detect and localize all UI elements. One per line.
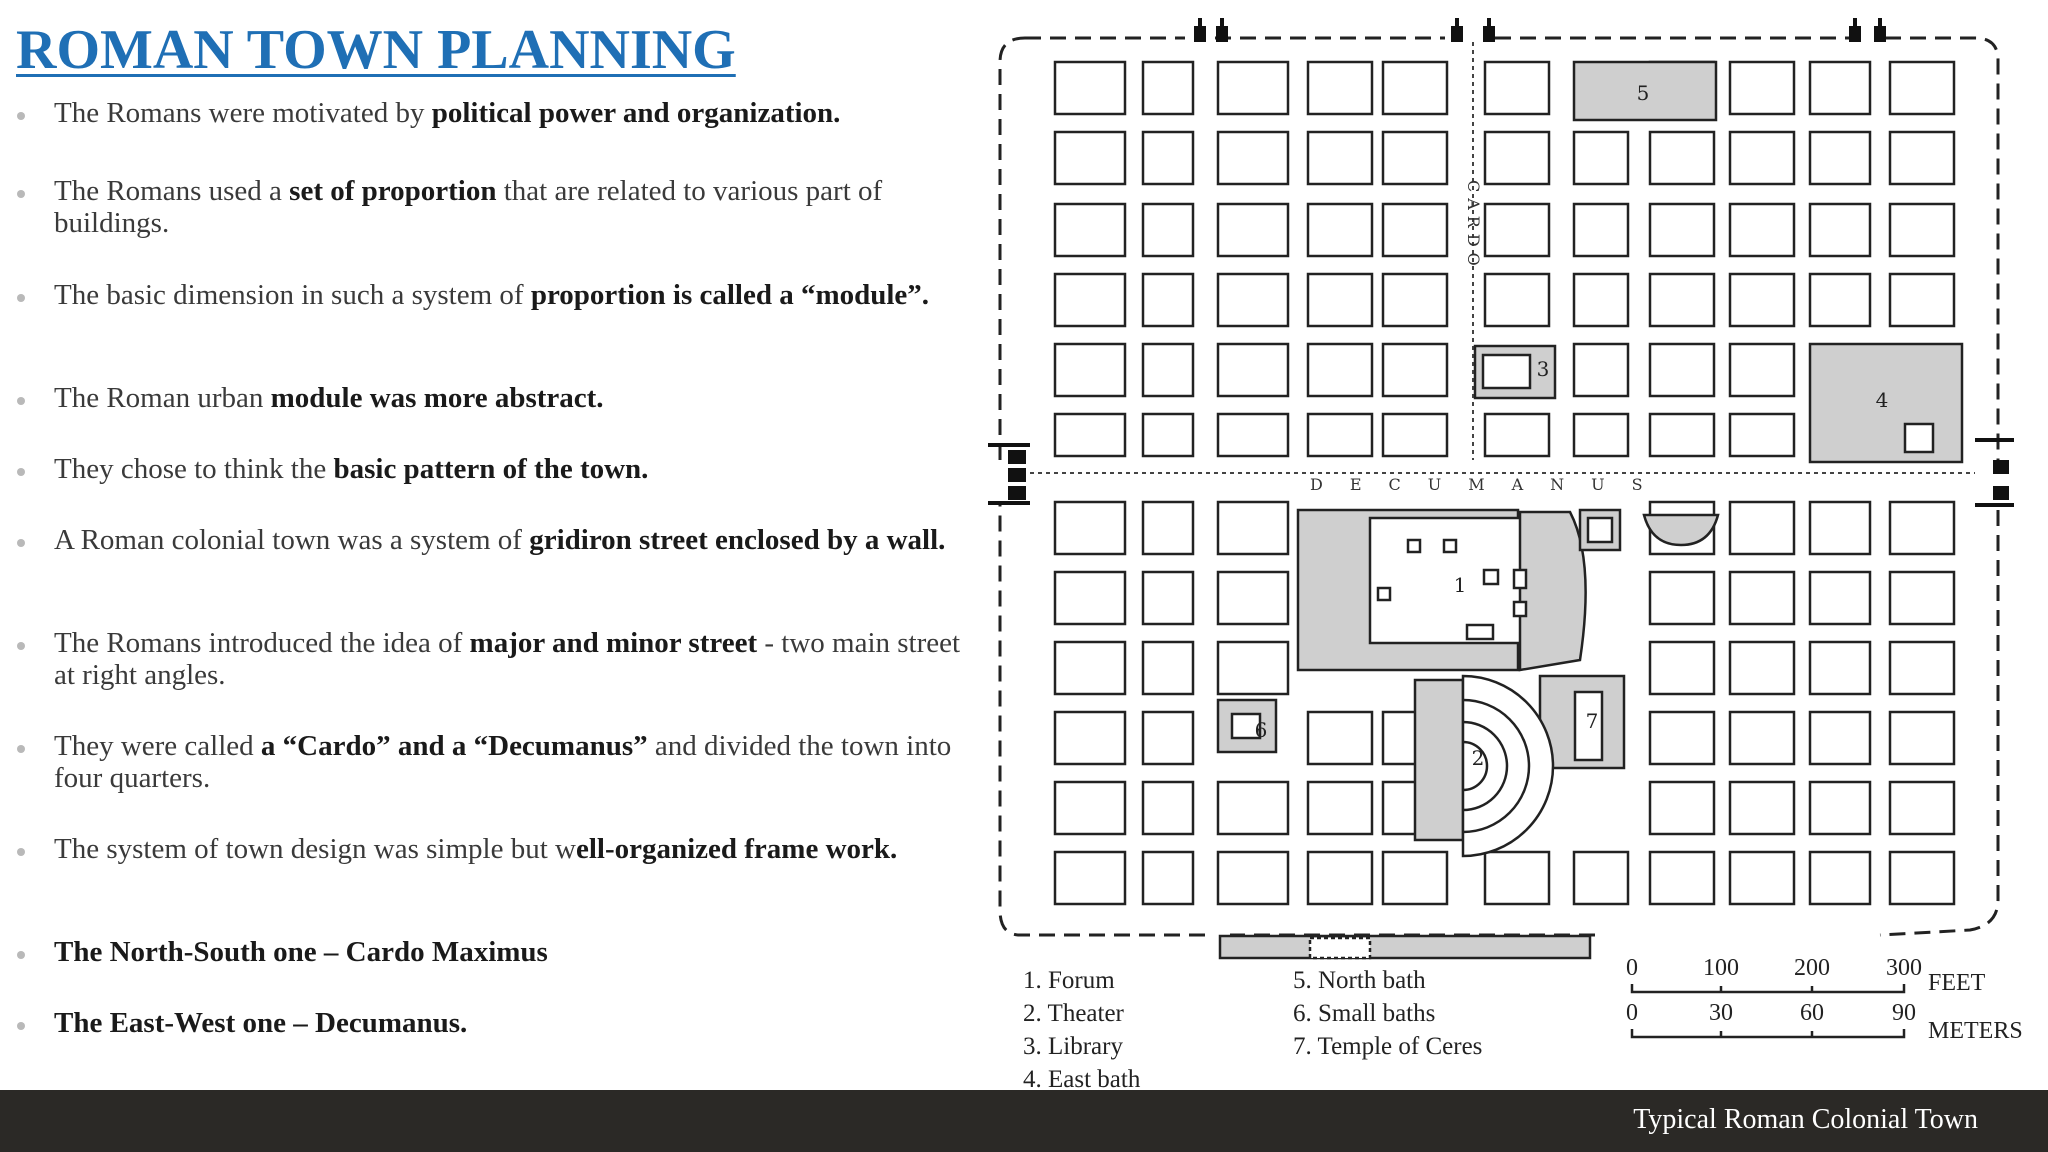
city-block (1485, 132, 1549, 184)
city-block (1383, 274, 1447, 326)
bullet-plain-text: The Romans introduced the idea of (54, 627, 470, 659)
city-block (1485, 204, 1549, 256)
city-block (1485, 62, 1549, 114)
city-block (1810, 204, 1870, 256)
scale-meters-tick: 60 (1800, 1000, 1824, 1026)
city-block (1143, 414, 1193, 456)
bullet-plain-text: - two main street at right angles. (54, 627, 961, 691)
marker-label-6: 6 (1254, 718, 1268, 742)
bullet-bold-text: basic pattern of the town. (333, 453, 649, 485)
city-block (1308, 274, 1372, 326)
legend-item: 2. Theater (1023, 1000, 1124, 1027)
marker-label-1: 1 (1453, 573, 1467, 597)
city-block (1730, 274, 1794, 326)
bullet-dot-icon (17, 745, 25, 753)
scale-feet-tick: 100 (1703, 955, 1739, 981)
scale-meters-tick: 0 (1626, 1000, 1638, 1026)
bullet-text (54, 453, 984, 485)
legend-item: 1. Forum (1023, 967, 1115, 994)
city-block (1308, 782, 1372, 834)
map-legend (1023, 967, 1482, 1090)
city-block (1890, 572, 1954, 624)
bullet-text (54, 279, 984, 311)
city-block (1730, 414, 1794, 456)
city-block (1730, 852, 1794, 904)
city-block (1218, 344, 1288, 396)
bullet-dot-icon (17, 1022, 25, 1030)
marker-label-5: 5 (1636, 81, 1650, 105)
bullet-text (54, 833, 984, 865)
city-block (1574, 852, 1628, 904)
city-block (1143, 132, 1193, 184)
city-block (1810, 62, 1870, 114)
city-block (1810, 274, 1870, 326)
city-block (1308, 62, 1372, 114)
bullet-dot-icon (17, 397, 25, 405)
scale-feet-tick: 200 (1794, 955, 1830, 981)
city-block (1143, 712, 1193, 764)
bullet-plain-text: The basic dimension in such a system of (54, 279, 531, 311)
city-block (1055, 62, 1125, 114)
footer-caption: Typical Roman Colonial Town (1633, 1104, 1978, 1135)
city-block (1055, 132, 1125, 184)
marker-label-2: 2 (1471, 746, 1485, 770)
city-block (1143, 642, 1193, 694)
city-block (1810, 782, 1870, 834)
city-block (1650, 712, 1714, 764)
city-block (1308, 204, 1372, 256)
bullet-plain-text: and divided the town into four quarters. (54, 730, 952, 794)
bullet-text (54, 730, 984, 794)
city-block (1143, 204, 1193, 256)
city-block (1143, 344, 1193, 396)
scale-unit-meters: METERS (1928, 1018, 2023, 1044)
footer-bar (0, 1090, 2048, 1152)
city-block (1810, 132, 1870, 184)
city-block (1730, 204, 1794, 256)
scale-feet-tick: 300 (1886, 955, 1922, 981)
city-block (1143, 62, 1193, 114)
city-block (1574, 344, 1628, 396)
city-block (1730, 642, 1794, 694)
city-block (1218, 274, 1288, 326)
city-block (1890, 62, 1954, 114)
city-block (1890, 204, 1954, 256)
bullet-plain-text: The Romans were motivated by (54, 97, 432, 129)
bullet-bold-text: The North-South one – Cardo Maximus (54, 936, 548, 968)
city-block (1574, 132, 1628, 184)
bullet-text (54, 627, 984, 691)
bullet-text (54, 382, 984, 414)
city-block (1810, 572, 1870, 624)
city-block (1383, 344, 1447, 396)
scale-unit-feet: FEET (1928, 970, 1986, 996)
city-block (1218, 572, 1288, 624)
city-block (1218, 642, 1288, 694)
city-block (1383, 62, 1447, 114)
bullet-plain-text: The system of town design was simple but w (54, 833, 576, 865)
legend-item: 5. North bath (1293, 967, 1426, 994)
bullet-bold-text: module was more abstract. (270, 382, 604, 414)
bullet-bold-text: proportion is called a “module”. (530, 279, 930, 311)
city-block (1730, 572, 1794, 624)
bullet-dot-icon (17, 190, 25, 198)
bullet-dot-icon (17, 294, 25, 302)
bullet-dot-icon (17, 848, 25, 856)
city-block (1218, 204, 1288, 256)
bullet-bold-text: set of proportion (289, 175, 497, 207)
scale-meters-tick: 90 (1892, 1000, 1916, 1026)
city-block (1650, 132, 1714, 184)
bullet-bold-text: The East-West one – Decumanus. (54, 1007, 468, 1039)
city-block (1810, 642, 1870, 694)
city-block (1055, 414, 1125, 456)
bullet-plain-text: A Roman colonial town was a system of (54, 524, 530, 556)
city-block (1650, 344, 1714, 396)
bullet-plain-text: They were called (54, 730, 261, 762)
marker-label-3: 3 (1536, 357, 1550, 381)
city-block (1650, 572, 1714, 624)
city-block (1308, 414, 1372, 456)
city-block (1308, 712, 1372, 764)
city-block (1055, 204, 1125, 256)
city-block (1143, 274, 1193, 326)
city-block (1055, 274, 1125, 326)
theater-stage (1415, 680, 1463, 840)
city-block (1650, 274, 1714, 326)
city-block (1574, 204, 1628, 256)
city-block (1890, 132, 1954, 184)
scale-feet-bar (1632, 984, 1904, 992)
bullet-dot-icon (17, 112, 25, 120)
city-block (1218, 502, 1288, 554)
bullet-text (54, 175, 984, 239)
legend-item: 3. Library (1023, 1033, 1123, 1060)
city-block (1308, 132, 1372, 184)
scale-feet-tick: 0 (1626, 955, 1638, 981)
city-block (1730, 712, 1794, 764)
city-block (1650, 852, 1714, 904)
city-block (1218, 782, 1288, 834)
city-block (1308, 344, 1372, 396)
bullet-plain-text: They chose to think the (54, 453, 334, 485)
scale-meters-bar (1632, 1029, 1904, 1037)
city-block (1143, 782, 1193, 834)
legend-item: 6. Small baths (1293, 1000, 1436, 1027)
city-block (1730, 782, 1794, 834)
city-block (1218, 414, 1288, 456)
city-block (1143, 502, 1193, 554)
bullet-plain-text: that are related to various part of buildings. (54, 175, 883, 239)
city-block (1383, 852, 1447, 904)
bullet-plain-text: The Romans used a (54, 175, 290, 207)
city-block (1055, 642, 1125, 694)
city-block (1730, 62, 1794, 114)
bullet-bold-text: ell-organized frame work. (575, 833, 898, 865)
forum-wing (1520, 512, 1586, 670)
page-title: ROMAN TOWN PLANNING (16, 19, 736, 81)
bullet-text (54, 97, 984, 129)
city-block (1485, 852, 1549, 904)
city-block (1890, 712, 1954, 764)
bullet-text (54, 1007, 984, 1039)
decumanus-label: DECUMANUS (1310, 475, 1670, 494)
city-block (1650, 204, 1714, 256)
bullet-bold-text: a “Cardo” and a “Decumanus” (260, 730, 648, 762)
city-block (1383, 132, 1447, 184)
city-block (1650, 414, 1714, 456)
city-block (1574, 274, 1628, 326)
bullet-dot-icon (17, 539, 25, 547)
city-block (1055, 572, 1125, 624)
marker-label-7: 7 (1585, 709, 1599, 733)
city-block (1650, 782, 1714, 834)
city-block (1485, 274, 1549, 326)
bullet-text (54, 936, 984, 968)
city-block (1055, 502, 1125, 554)
city-block (1810, 502, 1870, 554)
city-block (1383, 414, 1447, 456)
city-block (1810, 712, 1870, 764)
scale-meters-tick: 30 (1709, 1000, 1733, 1026)
city-block (1890, 502, 1954, 554)
city-block (1055, 344, 1125, 396)
legend-item: 4. East bath (1023, 1066, 1141, 1090)
scale-bar (1626, 955, 2023, 1044)
city-block (1890, 274, 1954, 326)
city-block (1218, 62, 1288, 114)
bullet-dot-icon (17, 468, 25, 476)
bullet-text (54, 524, 984, 556)
city-block (1308, 852, 1372, 904)
city-block (1730, 132, 1794, 184)
city-block (1485, 414, 1549, 456)
city-block (1218, 852, 1288, 904)
city-block (1143, 572, 1193, 624)
city-block (1218, 132, 1288, 184)
bullet-bold-text: major and minor street (469, 627, 758, 659)
cardo-label: CARDO (1464, 180, 1483, 272)
city-block (1143, 852, 1193, 904)
city-block (1810, 852, 1870, 904)
bullet-dot-icon (17, 642, 25, 650)
city-block (1055, 782, 1125, 834)
city-block (1890, 782, 1954, 834)
marker-label-4: 4 (1875, 388, 1889, 412)
bullet-dot-icon (17, 951, 25, 959)
city-block (1730, 502, 1794, 554)
city-block (1890, 642, 1954, 694)
city-block (1650, 642, 1714, 694)
town-plan-map (985, 18, 2048, 1090)
city-block (1890, 852, 1954, 904)
city-block (1055, 712, 1125, 764)
city-block (1055, 852, 1125, 904)
legend-item: 7. Temple of Ceres (1293, 1033, 1483, 1060)
bullet-bold-text: political power and organization. (431, 97, 841, 129)
city-block (1383, 204, 1447, 256)
bullet-plain-text: The Roman urban (54, 382, 271, 414)
bullet-bold-text: gridiron street enclosed by a wall. (529, 524, 946, 556)
city-block (1574, 414, 1628, 456)
city-block (1730, 344, 1794, 396)
